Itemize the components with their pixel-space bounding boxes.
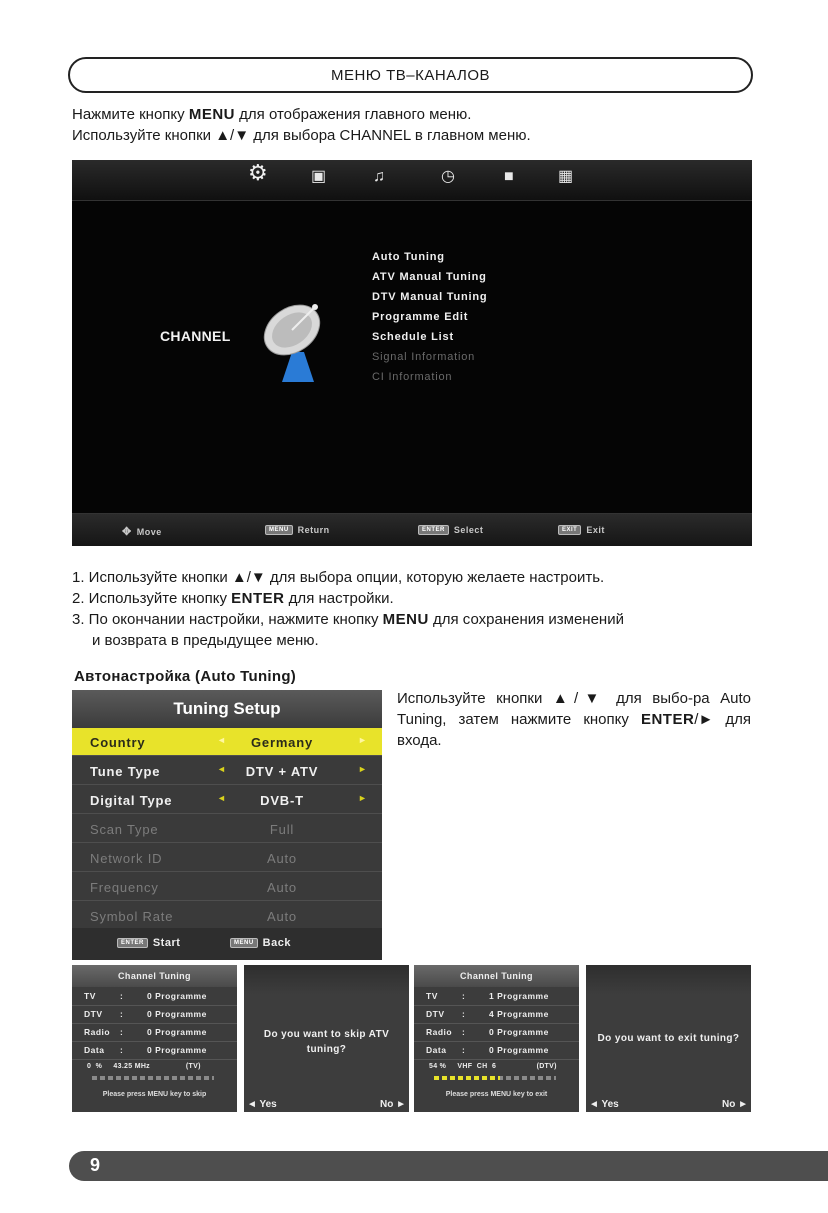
yes-button[interactable]: ◄ Yes [589,1099,619,1110]
tuning-row-data: Data : 0 Programme [414,1041,579,1060]
exit-tuning-dialog [586,965,751,1112]
tuning-status: 54 % VHF CH 6 (DTV) [429,1063,557,1070]
clock-icon: ◷ [441,168,455,185]
arrows-icon: ✥ [122,526,132,538]
no-button[interactable]: No ► [721,1099,748,1110]
progress-fill [434,1076,500,1080]
channel-tuning-screen-2 [414,965,579,1112]
satellite-dish-icon [252,290,342,385]
page-number: 9 [90,1155,101,1175]
menu-item-signal-information: Signal Information [372,351,476,363]
tuning-progress-bar [92,1076,214,1080]
tuning-row-radio: Radio : 0 Programme [72,1023,237,1042]
setting-row-symbol-rate: Symbol Rate Auto [72,902,382,930]
tuning-progress-bar [434,1076,556,1080]
menu-key-icon: MENU [230,938,258,948]
tuning-setup-footer [72,928,382,960]
start-hint: ENTER Start [117,937,180,949]
footer-exit: EXIT Exit [558,525,605,535]
tuning-row-tv: TV : 0 Programme [72,987,237,1006]
tuning-status: 0 % 43.25 MHz (TV) [87,1063,201,1070]
setting-row-country[interactable]: Country ◄ Germany ► [72,728,382,756]
skip-atv-dialog [244,965,409,1112]
intro-text: Нажмите кнопку MENU для отображения главного меню. Используйте кнопки ▲/▼ для выбора CHANNEL в главном меню. [72,106,531,144]
menu-item-atv-manual-tuning[interactable]: ATV Manual Tuning [372,271,487,283]
no-button[interactable]: No ► [379,1099,406,1110]
setting-row-frequency: Frequency Auto [72,873,382,901]
channel-section-label: CHANNEL [160,328,231,344]
page-footer-bar [69,1151,828,1181]
tuning-hint: Please press MENU key to exit [445,1091,548,1098]
back-hint: MENU Back [230,937,291,949]
setting-row-scan-type: Scan Type Full [72,815,382,843]
page-title: МЕНЮ ТВ–КАНАЛОВ [68,57,753,93]
dialog-question: Do you want to exit tuning? [597,1033,740,1044]
lock-icon: ■ [504,168,514,185]
arrow-right-icon[interactable]: ► [358,735,368,745]
tuning-setup-screen [72,690,382,960]
arrow-left-icon[interactable]: ◄ [217,735,227,745]
yes-button[interactable]: ◄ Yes [247,1099,277,1110]
exit-key-icon: EXIT [558,525,581,535]
music-icon: ♫ [373,168,385,185]
arrow-left-icon[interactable]: ◄ [217,764,227,774]
footer-return: MENU Return [265,525,330,535]
channel-tuning-title: Channel Tuning [414,965,579,987]
arrow-right-icon[interactable]: ► [358,764,368,774]
gear-icon: ⚙ [248,160,268,185]
arrow-right-icon[interactable]: ► [358,793,368,803]
tuning-row-data: Data : 0 Programme [72,1041,237,1060]
tuning-row-dtv: DTV : 4 Programme [414,1005,579,1024]
tuning-setup-title: Tuning Setup [72,690,382,728]
setting-row-tune-type[interactable]: Tune Type ◄ DTV + ATV ► [72,757,382,785]
tv-top-icon-bar [72,160,752,201]
grid-icon: ▦ [558,168,574,185]
menu-key-icon: MENU [265,525,293,535]
channel-tuning-screen-1 [72,965,237,1112]
enter-key-icon: ENTER [117,938,148,948]
footer-select: ENTER Select [418,525,483,535]
tuning-row-dtv: DTV : 0 Programme [72,1005,237,1024]
setting-row-digital-type[interactable]: Digital Type ◄ DVB-T ► [72,786,382,814]
enter-key-icon: ENTER [418,525,449,535]
monitor-icon: ▣ [311,168,327,185]
arrow-left-icon[interactable]: ◄ [217,793,227,803]
menu-item-ci-information: CI Information [372,371,453,383]
tuning-row-tv: TV : 1 Programme [414,987,579,1006]
menu-item-schedule-list[interactable]: Schedule List [372,331,454,343]
channel-tuning-title: Channel Tuning [72,965,237,987]
menu-item-auto-tuning[interactable]: Auto Tuning [372,251,445,263]
menu-item-dtv-manual-tuning[interactable]: DTV Manual Tuning [372,291,488,303]
auto-tuning-description: Используйте кнопки ▲/▼ для выбо-ра Auto Tuning, затем нажмите кнопку ENTER/► для входа. [397,690,751,749]
instruction-steps: 1. Используйте кнопки ▲/▼ для выбора опции, которую желаете настроить. 2. Используйте кнопку ENTER для настройки. 3. По окончании настройки, нажмите кнопку MENU для сохранения изменений и возврата в предыдущее меню. [72,569,624,649]
dialog-question: Do you want to skip ATV tuning? [263,1029,390,1055]
menu-item-programme-edit[interactable]: Programme Edit [372,311,469,323]
tuning-row-radio: Radio : 0 Programme [414,1023,579,1042]
footer-move: ✥ Move [122,526,162,538]
setting-row-network-id: Network ID Auto [72,844,382,872]
tv-channel-menu-screen [72,160,752,546]
section-heading-auto-tuning: Автонастройка (Auto Tuning) [74,668,297,685]
tuning-hint: Please press MENU key to skip [102,1091,207,1098]
tv-footer-bar [72,513,752,546]
